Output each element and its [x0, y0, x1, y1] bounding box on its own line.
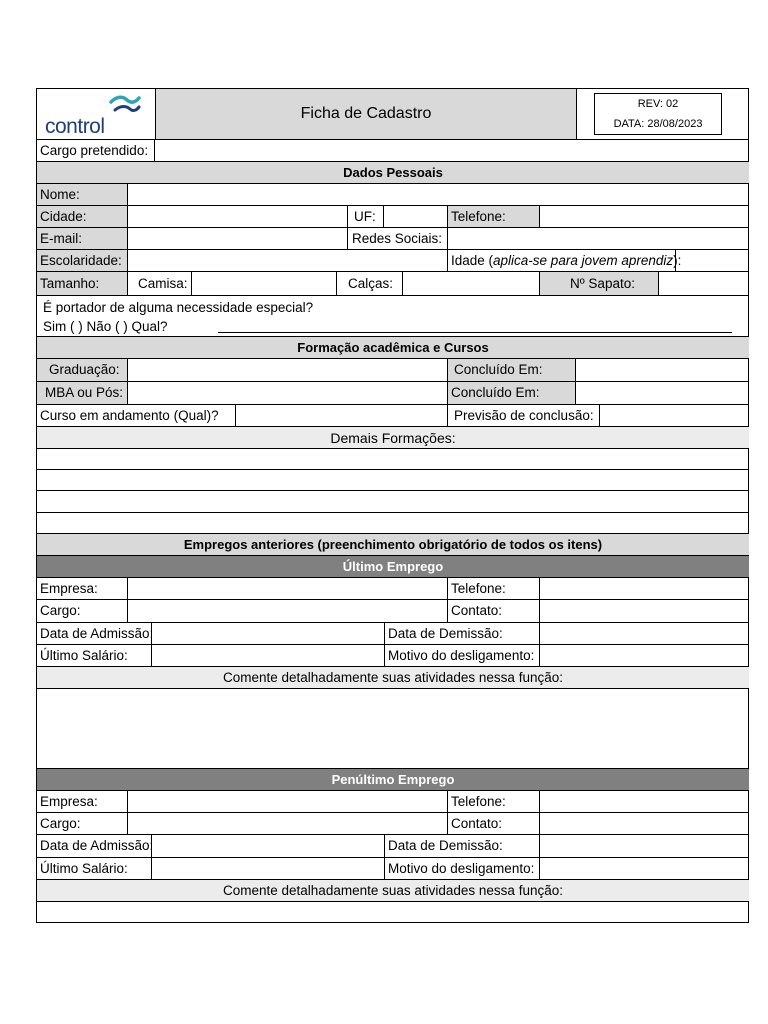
ultimo-telefone-label: Telefone:: [448, 578, 540, 600]
penultimo-emprego-heading: Penúltimo Emprego: [37, 769, 749, 791]
sapato-label: Nº Sapato:: [540, 272, 659, 296]
redes-sociais-label: Redes Sociais:: [348, 228, 448, 250]
camisa-label: Camisa:: [128, 272, 192, 296]
ultimo-atividades-field[interactable]: [37, 689, 749, 769]
penultimo-atividades-field[interactable]: [37, 902, 749, 922]
cargo-field[interactable]: [155, 140, 749, 162]
telefone-label: Telefone:: [448, 206, 540, 228]
curso-andamento-label: Curso em andamento (Qual)?: [37, 405, 236, 427]
ultimo-cargo-field[interactable]: [128, 600, 448, 623]
penultimo-admissao-label: Data de Admissão:: [37, 835, 152, 858]
ultimo-emprego-heading: Último Emprego: [37, 556, 749, 578]
nome-field[interactable]: [128, 184, 749, 206]
revision-number: REV: 02: [637, 98, 679, 110]
concluido-mba-label: Concluído Em:: [448, 382, 576, 405]
ultimo-demissao-field[interactable]: [540, 623, 749, 645]
demais-formacoes-row[interactable]: [37, 470, 749, 491]
penultimo-empresa-label: Empresa:: [37, 791, 128, 813]
previsao-label: Previsão de conclusão:: [448, 405, 600, 427]
logo-text: control: [45, 115, 105, 138]
dados-pessoais-heading: Dados Pessoais: [37, 162, 749, 184]
ultimo-demissao-label: Data de Demissão:: [385, 623, 540, 645]
registration-form: [36, 88, 749, 923]
ultimo-telefone-field[interactable]: [540, 578, 749, 600]
camisa-field[interactable]: [192, 272, 337, 296]
curso-andamento-field[interactable]: [236, 405, 448, 427]
revision-cell: [577, 89, 749, 140]
penultimo-telefone-field[interactable]: [540, 791, 749, 813]
penultimo-contato-field[interactable]: [540, 813, 749, 835]
revision-date: DATA: 28/08/2023: [613, 118, 703, 130]
empregos-heading: Empregos anteriores (preenchimento obrigatório de todos os itens): [37, 534, 749, 556]
previsao-field[interactable]: [600, 405, 749, 427]
cidade-field[interactable]: [128, 206, 348, 228]
demais-formacoes-row[interactable]: [37, 513, 749, 534]
idade-label-note: aplica-se para jovem aprendiz: [493, 252, 674, 268]
logo-wave-icon: [109, 94, 141, 116]
form-title: Ficha de Cadastro: [156, 89, 577, 140]
penultimo-comente-label: Comente detalhadamente suas atividades nessa função:: [37, 880, 749, 902]
ultimo-comente-label: Comente detalhadamente suas atividades nessa função:: [37, 667, 749, 689]
redes-sociais-field[interactable]: [448, 228, 749, 250]
uf-label: UF:: [348, 206, 384, 228]
idade-field[interactable]: [676, 250, 749, 272]
ultimo-cargo-label: Cargo:: [37, 600, 128, 623]
telefone-field[interactable]: [540, 206, 749, 228]
idade-label-suffix: ):: [673, 252, 682, 268]
ultimo-salario-field[interactable]: [152, 645, 385, 667]
demais-formacoes-row[interactable]: [37, 449, 749, 470]
penultimo-motivo-field[interactable]: [540, 858, 749, 880]
mba-label: MBA ou Pós:: [37, 382, 128, 405]
tamanho-label: Tamanho:: [37, 272, 128, 296]
escolaridade-field[interactable]: [128, 250, 448, 272]
penultimo-demissao-field[interactable]: [540, 835, 749, 858]
necessidade-question: É portador de alguma necessidade especial?: [43, 300, 314, 315]
ultimo-admissao-field[interactable]: [152, 623, 385, 645]
ultimo-motivo-label: Motivo do desligamento:: [385, 645, 540, 667]
uf-field[interactable]: [384, 206, 448, 228]
penultimo-telefone-label: Telefone:: [448, 791, 540, 813]
ultimo-empresa-field[interactable]: [128, 578, 448, 600]
email-label: E-mail:: [37, 228, 128, 250]
cidade-label: Cidade:: [37, 206, 128, 228]
necessidade-options[interactable]: Sim ( ) Não ( ) Qual?: [43, 319, 168, 334]
ultimo-contato-label: Contato:: [448, 600, 540, 623]
nome-label: Nome:: [37, 184, 128, 206]
penultimo-cargo-field[interactable]: [128, 813, 448, 835]
qual-answer-line[interactable]: [218, 332, 732, 333]
idade-label: [448, 250, 682, 272]
concluido-mba-field[interactable]: [576, 382, 749, 405]
ultimo-salario-label: Último Salário:: [37, 645, 152, 667]
graduacao-field[interactable]: [128, 359, 448, 382]
penultimo-empresa-field[interactable]: [128, 791, 448, 813]
idade-label-prefix: Idade (: [451, 252, 494, 268]
ultimo-contato-field[interactable]: [540, 600, 749, 623]
demais-formacoes-row[interactable]: [37, 491, 749, 513]
calcas-field[interactable]: [403, 272, 540, 296]
ultimo-motivo-field[interactable]: [540, 645, 749, 667]
company-logo: [37, 89, 156, 140]
ultimo-admissao-label: Data de Admissão:: [37, 623, 152, 645]
formacao-heading: Formação acadêmica e Cursos: [37, 337, 749, 359]
sapato-field[interactable]: [659, 272, 749, 296]
cargo-label: Cargo pretendido:: [37, 140, 155, 162]
ultimo-empresa-label: Empresa:: [37, 578, 128, 600]
penultimo-admissao-field[interactable]: [152, 835, 385, 858]
penultimo-salario-field[interactable]: [152, 858, 385, 880]
concluido-graduacao-label: Concluído Em:: [448, 359, 576, 382]
calcas-label: Calças:: [337, 272, 403, 296]
concluido-graduacao-field[interactable]: [576, 359, 749, 382]
escolaridade-label: Escolaridade:: [37, 250, 128, 272]
penultimo-demissao-label: Data de Demissão:: [385, 835, 540, 858]
penultimo-cargo-label: Cargo:: [37, 813, 128, 835]
penultimo-salario-label: Último Salário:: [37, 858, 152, 880]
necessidade-especial-block: [37, 296, 749, 337]
penultimo-contato-label: Contato:: [448, 813, 540, 835]
penultimo-motivo-label: Motivo do desligamento:: [385, 858, 540, 880]
email-field[interactable]: [128, 228, 348, 250]
graduacao-label: Graduação:: [37, 359, 128, 382]
mba-field[interactable]: [128, 382, 448, 405]
demais-formacoes-heading: Demais Formações:: [37, 427, 749, 449]
revision-box: [594, 93, 722, 135]
